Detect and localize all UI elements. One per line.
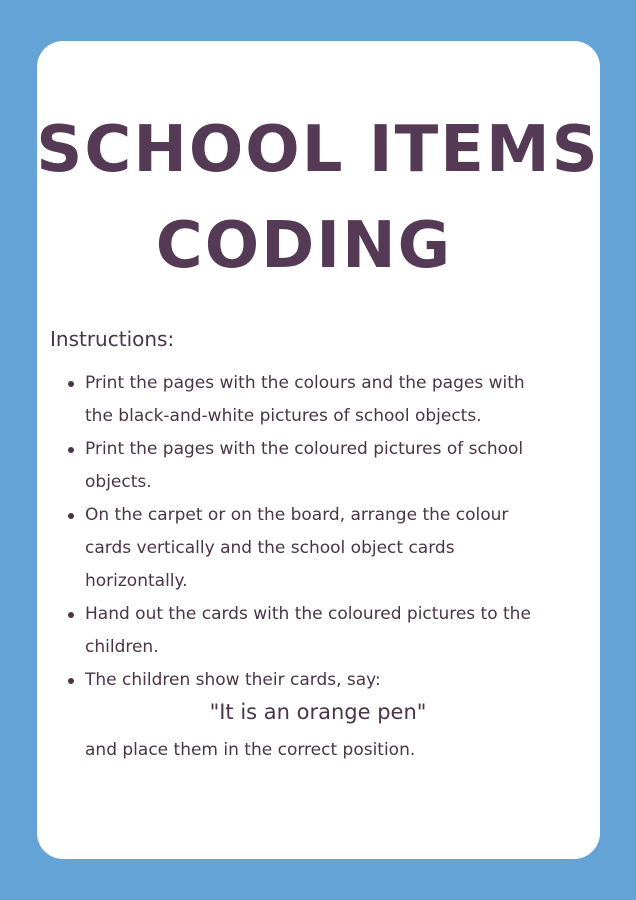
- list-item-line: horizontally.: [85, 571, 188, 591]
- list-item-line: objects.: [85, 472, 152, 492]
- bullet-icon: [68, 381, 74, 387]
- list-item: [68, 367, 568, 433]
- list-item-line: The children show their cards, say:: [85, 670, 381, 690]
- example-quote: "It is an orange pen": [209, 700, 427, 724]
- list-item-line: cards vertically and the school object cards: [85, 538, 455, 558]
- instructions-list: [68, 367, 568, 697]
- bullet-icon: [68, 678, 74, 684]
- title-line-1: SCHOOL ITEMS: [36, 113, 600, 187]
- bullet-icon: [68, 612, 74, 618]
- bullet-icon: [68, 513, 74, 519]
- list-item: [68, 499, 568, 598]
- list-item-line: On the carpet or on the board, arrange the colour: [85, 505, 509, 525]
- list-item-line: Print the pages with the coloured pictures of school: [85, 439, 524, 459]
- list-item-line: Print the pages with the colours and the pages with: [85, 373, 525, 393]
- list-item: [68, 598, 568, 664]
- list-item-line: children.: [85, 637, 159, 657]
- list-item-line: the black-and-white pictures of school objects.: [85, 406, 482, 426]
- list-item-line: Hand out the cards with the coloured pictures to the: [85, 604, 531, 624]
- page-title: [0, 102, 636, 294]
- title-line-2: CODING: [155, 209, 453, 283]
- list-item: [68, 664, 568, 697]
- instructions-heading: Instructions:: [50, 327, 175, 351]
- closing-text: and place them in the correct position.: [85, 740, 416, 760]
- bullet-icon: [68, 447, 74, 453]
- list-item: [68, 433, 568, 499]
